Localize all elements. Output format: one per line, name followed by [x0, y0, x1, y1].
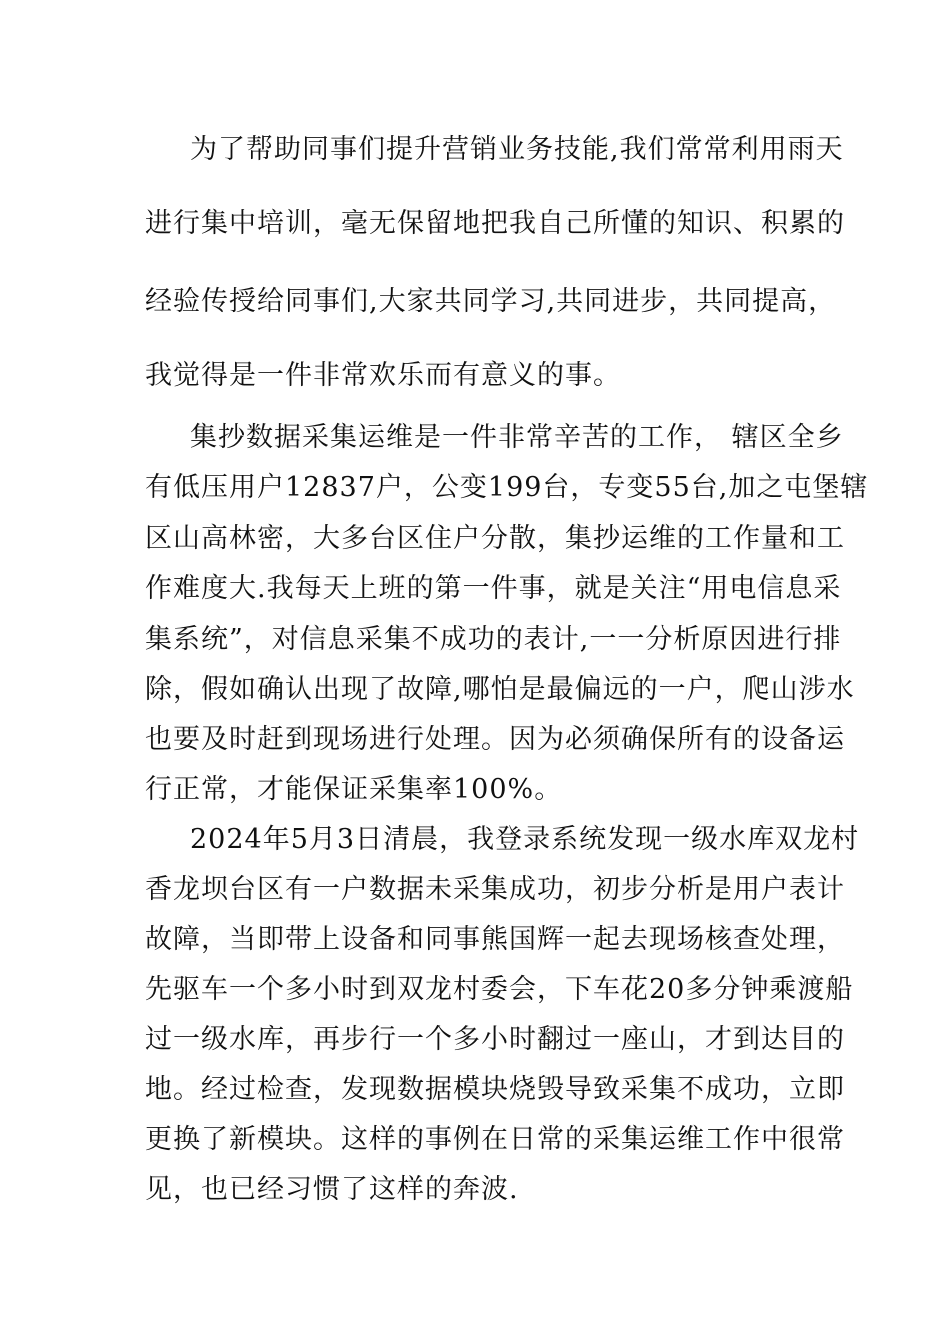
paragraph-2-line-7: 也要及时赶到现场进行处理。因为必须确保所有的设备运	[145, 724, 845, 755]
paragraph-2-line-8: 行正常，才能保证采集率100%。	[145, 774, 563, 805]
paragraph-1-line-2: 进行集中培训，毫无保留地把我自己所懂的知识、积累的	[145, 208, 845, 239]
paragraph-2-line-6: 除，假如确认出现了故障,哪怕是最偏远的一户，爬山涉水	[145, 674, 855, 705]
paragraph-2-line-3: 区山高林密，大多台区住户分散，集抄运维的工作量和工	[145, 523, 845, 554]
paragraph-1-line-4: 我觉得是一件非常欢乐而有意义的事。	[145, 360, 621, 391]
paragraph-3-line-7: 更换了新模块。这样的事例在日常的采集运维工作中很常	[145, 1124, 845, 1155]
paragraph-3-line-5: 过一级水库，再步行一个多小时翻过一座山，才到达目的	[145, 1024, 845, 1055]
paragraph-3-line-2: 香龙坝台区有一户数据未采集成功，初步分析是用户表计	[145, 874, 845, 905]
paragraph-3-line-8: 见，也已经习惯了这样的奔波.	[145, 1174, 519, 1205]
paragraph-2-line-5: 集系统”，对信息采集不成功的表计,一一分析原因进行排	[145, 624, 842, 655]
paragraph-3-line-4: 先驱车一个多小时到双龙村委会，下车花20多分钟乘渡船	[145, 974, 854, 1005]
paragraph-3-line-1: 2024年5月3日清晨，我登录系统发现一级水库双龙村	[190, 824, 860, 855]
paragraph-1-line-1: 为了帮助同事们提升营销业务技能,我们常常利用雨天	[190, 134, 844, 165]
paragraph-2-line-4: 作难度大.我每天上班的第一件事，就是关注“用电信息采	[145, 573, 842, 604]
paragraph-2-line-2: 有低压用户12837户，公变199台，专变55台,加之屯堡辖	[145, 472, 869, 503]
paragraph-1-line-3: 经验传授给同事们,大家共同学习,共同进步，共同提高，	[145, 286, 837, 317]
paragraph-3-line-3: 故障，当即带上设备和同事熊国辉一起去现场核查处理，	[145, 924, 845, 955]
paragraph-2-line-1: 集抄数据采集运维是一件非常辛苦的工作， 辖区全乡	[190, 422, 844, 453]
paragraph-3-line-6: 地。经过检查，发现数据模块烧毁导致采集不成功，立即	[145, 1074, 845, 1105]
